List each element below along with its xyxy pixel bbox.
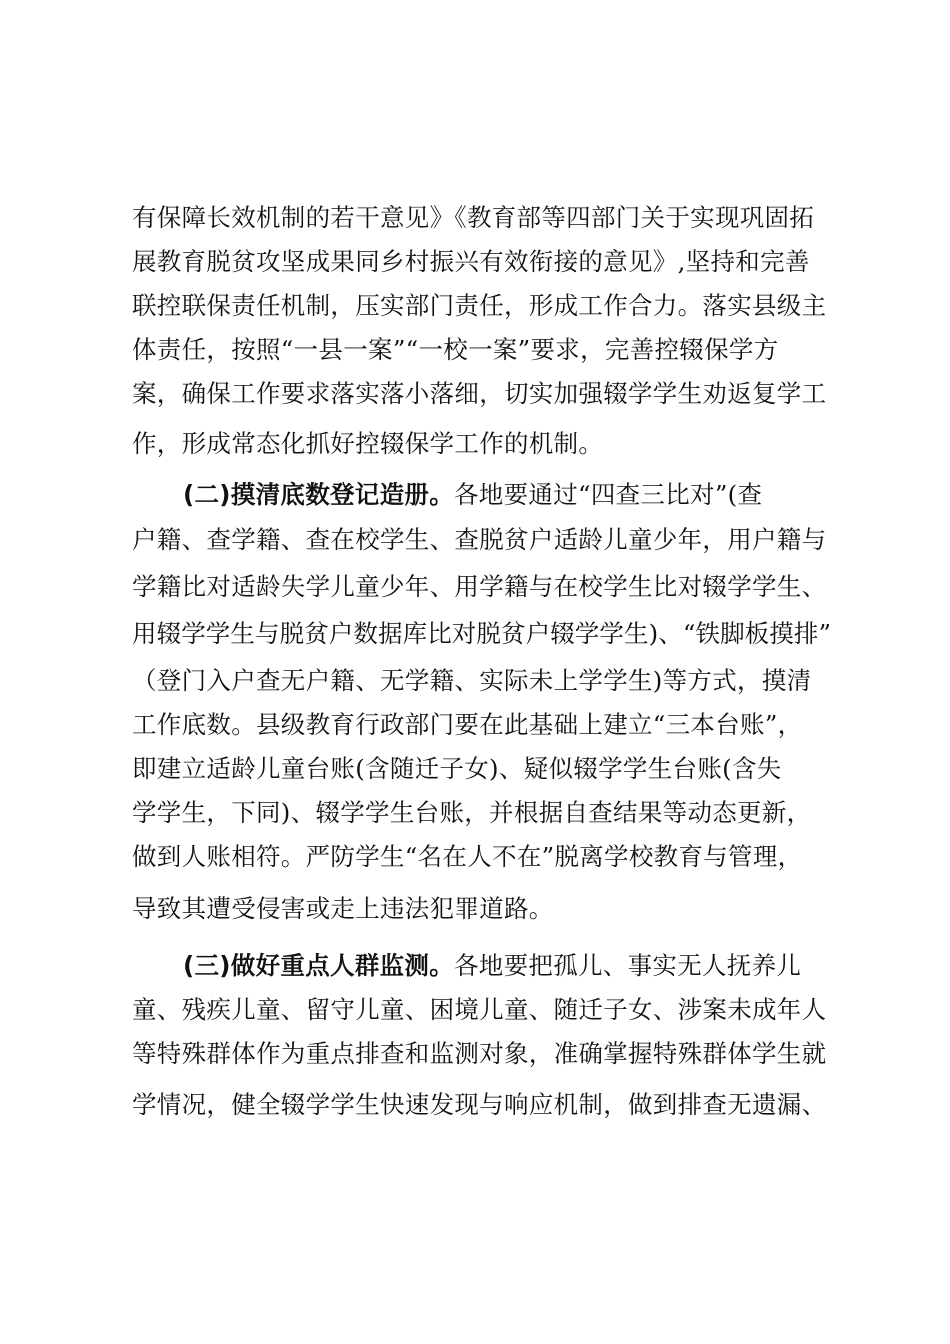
paragraph-2-first-line [183, 479, 833, 511]
paragraph-1-line-6: 作，形成常态化抓好控辍保学工作的机制。 [132, 429, 604, 458]
paragraph-2-line-2: 户籍、查学籍、查在校学生、查脱贫户适龄儿童少年，用户籍与 [132, 525, 827, 554]
paragraph-3-first-line [183, 950, 833, 982]
paragraph-2-line-6: 工作底数。县级教育行政部门要在此基础上建立“三本台账”， [132, 710, 803, 739]
paragraph-2-line-9: 做到人账相符。严防学生“名在人不在”脱离学校教育与管理， [132, 842, 803, 871]
paragraph-1-line-4: 体责任，按照“一县一案”“一校一案”要求，完善控辍保学方 [132, 335, 779, 364]
paragraph-2-line-8: 学学生，下同)、辍学学生台账，并根据自查结果等动态更新， [132, 798, 812, 827]
paragraph-3-line-4: 学情况，健全辍学学生快速发现与响应机制，做到排查无遗漏、 [132, 1090, 827, 1119]
paragraph-2-line-5: （登门入户查无户籍、无学籍、实际未上学学生)等方式，摸清 [132, 666, 812, 695]
paragraph-3-heading: (三)做好重点人群监测。 [183, 951, 454, 980]
paragraph-2-line-7: 即建立适龄儿童台账(含随迁子女)、疑似辍学学生台账(含失 [132, 754, 782, 783]
paragraph-2-line-3: 学籍比对适龄失学儿童少年、用学籍与在校学生比对辍学学生、 [132, 572, 827, 601]
paragraph-1-line-3: 联控联保责任机制，压实部门责任，形成工作合力。落实县级主 [132, 291, 827, 320]
paragraph-3-first-line-text: 各地要把孤儿、事实无人抚养儿 [454, 951, 802, 980]
paragraph-2-heading: (二)摸清底数登记造册。 [183, 480, 454, 509]
paragraph-1-line-2: 展教育脱贫攻坚成果同乡村振兴有效衔接的意见》,坚持和完善 [132, 247, 810, 276]
paragraph-3-line-3: 等特殊群体作为重点排查和监测对象，准确掌握特殊群体学生就 [132, 1039, 827, 1068]
paragraph-1-line-1: 有保障长效机制的若干意见》《教育部等四部门关于实现巩固拓 [132, 203, 815, 232]
paragraph-2-first-line-text: 各地要通过“四查三比对”(查 [454, 480, 763, 509]
paragraph-1-line-5: 案，确保工作要求落实落小落细，切实加强辍学学生劝返复学工 [132, 379, 827, 408]
paragraph-2-line-4: 用辍学学生与脱贫户数据库比对脱贫户辍学学生)、“铁脚板摸排” [132, 619, 832, 648]
paragraph-2-line-10: 导致其遭受侵害或走上违法犯罪道路。 [132, 894, 554, 923]
paragraph-3-line-2: 童、残疾儿童、留守儿童、困境儿童、随迁子女、涉案未成年人 [132, 995, 827, 1024]
